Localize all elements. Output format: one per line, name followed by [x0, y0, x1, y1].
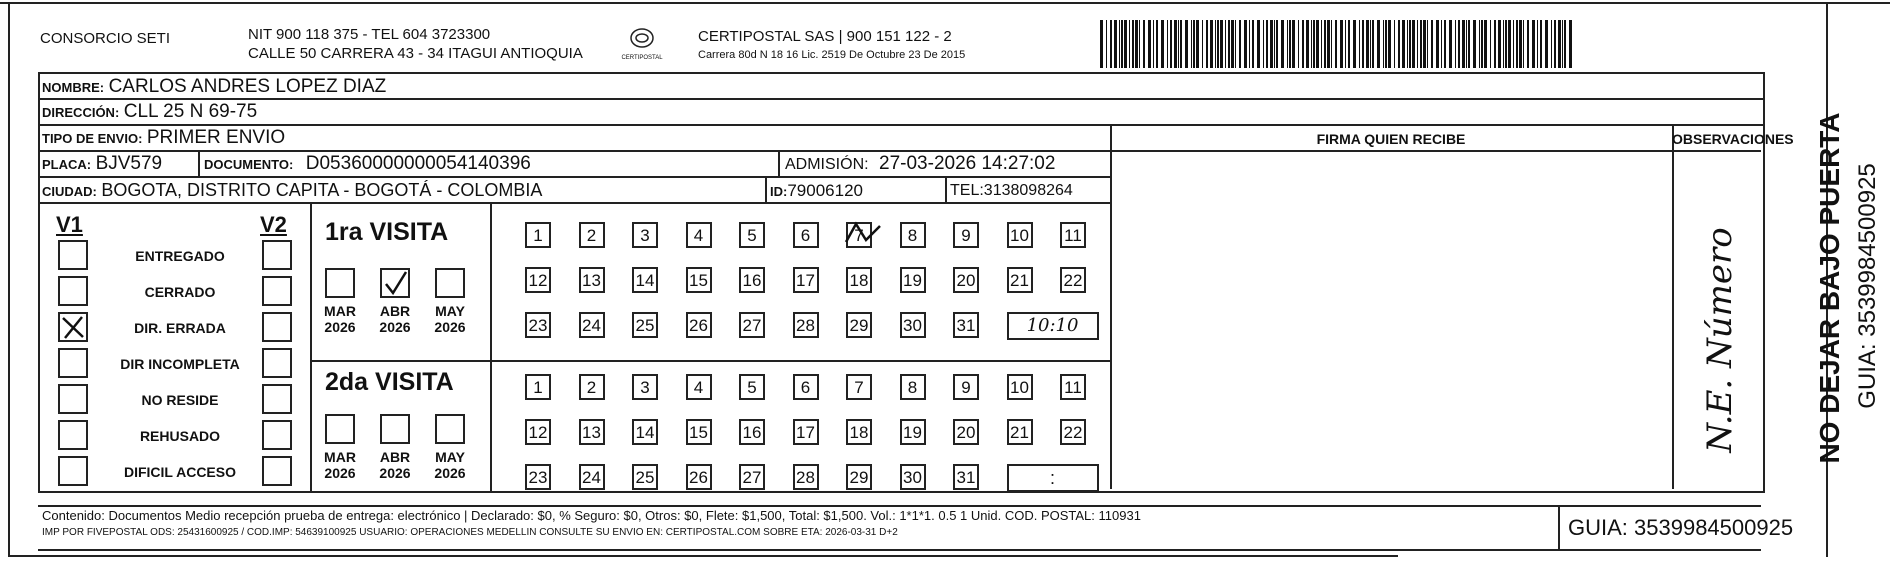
second-visit-day[interactable]: 5 [739, 374, 765, 400]
barcode-bar [1420, 20, 1422, 68]
ciudad-label: CIUDAD: [42, 184, 97, 199]
barcode-bar [1335, 20, 1337, 68]
row-divider-4 [38, 176, 1110, 178]
barcode-bar [1348, 20, 1350, 68]
license-line: Carrera 80d N 18 16 Lic. 2519 De Octubre 23 De 2015 [698, 49, 966, 61]
barcode-bar [1114, 20, 1117, 68]
first-visit-day[interactable]: 23 [525, 312, 551, 338]
second-visit-time[interactable]: : [1007, 464, 1099, 492]
columns-header-divider [1110, 150, 1761, 152]
first-visit-day[interactable]: 29 [846, 312, 872, 338]
barcode-bar [1124, 20, 1127, 68]
certipostal-logo-icon [627, 26, 657, 50]
status-label: DIFICIL ACCESO [123, 464, 236, 480]
barcode-bar [1409, 20, 1411, 68]
month-year: 2026 [379, 319, 411, 335]
barcode-bar [1266, 20, 1268, 68]
tipo-row [42, 127, 285, 149]
barcode-bar [1449, 20, 1452, 68]
barcode-bar [1359, 20, 1360, 68]
barcode-bar [1462, 20, 1465, 68]
tel-divider [945, 176, 947, 202]
footer-contenido: Contenido: Documentos Medio recepción prueba de entrega: electrónico | Declarado: $0, % Seguro: $0, Otros: $0, Flete: $1,500, Total: $1,500. Vol.: 1*1*1. 0.5 1 Unid. COD. POSTAL: 110931 [42, 508, 1141, 523]
barcode-bar [1554, 20, 1556, 68]
v1-checkbox[interactable] [58, 384, 88, 414]
visit-divider [310, 360, 1110, 362]
v1-checkbox[interactable] [58, 420, 88, 450]
second-visit-day[interactable]: 29 [846, 464, 872, 490]
barcode-bar [1327, 20, 1330, 68]
barcode-bar [1388, 20, 1391, 68]
barcode-bar [1427, 20, 1428, 68]
admision-row [785, 153, 1055, 175]
barcode-bar [1551, 20, 1552, 68]
month-year: 2026 [324, 319, 356, 335]
barcode-bar [1225, 20, 1226, 68]
barcode-bar [1523, 20, 1524, 68]
month-name: ABR [379, 449, 411, 465]
first-visit-day[interactable]: 5 [739, 222, 765, 248]
barcode-bar [1281, 20, 1284, 68]
observaciones-header: OBSERVACIONES [1672, 131, 1794, 147]
barcode-bar [1321, 20, 1322, 68]
barcode-bar [1519, 20, 1522, 68]
months-right-divider [490, 202, 492, 493]
row-divider-5 [38, 202, 1110, 204]
barcode-bar [1398, 20, 1400, 68]
barcode-bar [1263, 20, 1264, 68]
first-visit-title: 1ra VISITA [325, 218, 449, 246]
first-visit-day[interactable]: 20 [953, 267, 979, 293]
first-visit-day[interactable]: 28 [793, 312, 819, 338]
v2-checkbox[interactable] [262, 240, 292, 270]
barcode-bar [1167, 20, 1168, 68]
second-visit-day[interactable]: 10 [1007, 374, 1033, 400]
barcode-bar [1412, 20, 1415, 68]
barcode-bar [1311, 20, 1312, 68]
barcode-bar [1132, 20, 1134, 68]
documento-label: DOCUMENTO: [204, 157, 294, 172]
barcode-bar [1193, 20, 1195, 68]
placa-label: PLACA: [42, 157, 92, 172]
barcode-bar [1148, 20, 1151, 68]
barcode-bar [1196, 20, 1199, 68]
barcode-bar [1331, 20, 1332, 68]
first-visit-day[interactable]: 13 [579, 267, 605, 293]
barcode-bar [1385, 20, 1387, 68]
first-visit-day[interactable]: 25 [632, 312, 658, 338]
first-visit-day[interactable]: 1 [525, 222, 551, 248]
first-visit-day[interactable]: 21 [1007, 267, 1033, 293]
second-visit-day[interactable]: 12 [525, 419, 551, 445]
second-visit-day[interactable]: 6 [793, 374, 819, 400]
barcode-bar [1558, 20, 1561, 68]
first-visit-day[interactable]: 7 [846, 222, 872, 248]
month-label [373, 303, 417, 335]
obs-left-divider [1672, 124, 1674, 489]
second-visit-day[interactable]: 30 [900, 464, 926, 490]
barcode-bar [1249, 20, 1250, 68]
barcode [1100, 20, 1580, 68]
left-border [8, 2, 10, 557]
barcode-bar [1170, 20, 1172, 68]
barcode-bar [1161, 20, 1164, 68]
v2-checkbox[interactable] [262, 420, 292, 450]
v2-checkbox[interactable] [262, 276, 292, 306]
barcode-bar [1394, 20, 1395, 68]
second-visit-day[interactable]: 27 [739, 464, 765, 490]
documento-value: D05360000000054140396 [305, 153, 531, 174]
second-visit-day[interactable]: 3 [632, 374, 658, 400]
first-visit-day[interactable]: 3 [632, 222, 658, 248]
barcode-bar [1431, 20, 1433, 68]
bottom-border [8, 555, 1398, 557]
barcode-bar [1156, 20, 1158, 68]
placa-row [42, 153, 162, 175]
barcode-bar [1564, 20, 1566, 68]
barcode-bar [1508, 20, 1511, 68]
row-divider-2 [38, 124, 1763, 126]
barcode-bar [1202, 20, 1203, 68]
barcode-bar [1366, 20, 1369, 68]
barcode-bar [1178, 20, 1179, 68]
barcode-bar [1228, 20, 1230, 68]
month-label [428, 303, 472, 335]
nit-line: NIT 900 118 375 - TEL 604 3723300 [248, 26, 491, 43]
status-label: DIR INCOMPLETA [120, 356, 240, 372]
company-name: CONSORCIO SETI [40, 30, 171, 47]
status-label: DIR. ERRADA [134, 320, 226, 336]
direccion-value: CLL 25 N 69-75 [123, 101, 258, 122]
barcode-bar [1185, 20, 1188, 68]
barcode-bar [1210, 20, 1213, 68]
barcode-bar [1292, 20, 1295, 68]
barcode-bar [1298, 20, 1299, 68]
barcode-bar [1423, 20, 1426, 68]
second-visit-day[interactable]: 9 [953, 374, 979, 400]
footer-bottom [38, 549, 1761, 551]
x-mark-icon [60, 314, 86, 340]
barcode-bar [1302, 20, 1304, 68]
v1-label: V1 [56, 212, 83, 237]
second-visit-day[interactable]: 1 [525, 374, 551, 400]
month-year: 2026 [379, 465, 411, 481]
month-checkbox[interactable] [435, 268, 465, 298]
first-visit-day[interactable]: 19 [900, 267, 926, 293]
logo-text: CERTIPOSTAL [621, 55, 663, 61]
second-visit-day[interactable]: 25 [632, 464, 658, 490]
month-label [373, 449, 417, 481]
second-visit-day[interactable]: 23 [525, 464, 551, 490]
observacion-handwriting-text: N.E. Número [1700, 227, 1740, 453]
second-visit-day[interactable]: 7 [846, 374, 872, 400]
month-name: ABR [379, 303, 411, 319]
barcode-bar [1527, 20, 1529, 68]
v2-checkbox[interactable] [262, 456, 292, 486]
direccion-label: DIRECCIÓN: [42, 105, 120, 120]
barcode-bar [1287, 20, 1288, 68]
barcode-bar [1345, 20, 1346, 68]
second-visit-day[interactable]: 26 [686, 464, 712, 490]
barcode-bar [1503, 20, 1504, 68]
barcode-bar [1135, 20, 1138, 68]
barcode-bar [1129, 20, 1130, 68]
month-checkbox[interactable] [325, 268, 355, 298]
barcode-bar [1402, 20, 1405, 68]
month-label [428, 449, 472, 481]
first-visit-day[interactable]: 11 [1060, 222, 1086, 248]
footer-guia-divider [1558, 505, 1560, 550]
month-name: MAR [324, 303, 356, 319]
barcode-bar [1468, 20, 1470, 68]
barcode-bar [1306, 20, 1309, 68]
second-visit-day[interactable]: 19 [900, 419, 926, 445]
firma-left-divider [1110, 124, 1112, 489]
month-name: MAR [324, 449, 356, 465]
month-name: MAY [435, 303, 465, 319]
status-label: NO RESIDE [141, 392, 219, 408]
barcode-bar [1180, 20, 1182, 68]
footer-imp: IMP POR FIVEPOSTAL ODS: 25431600925 / COD.IMP: 54639100925 USUARIO: OPERACIONES MEDELLIN CONSULTE SU ENVIO EN: CERTIPOSTAL.COM SOBRE ETA: 2026-03-31 D+2 [42, 527, 898, 538]
carrier-line: CERTIPOSTAL SAS | 900 151 122 - 2 [698, 28, 952, 45]
second-visit-day[interactable]: 18 [846, 419, 872, 445]
barcode-bar [1466, 20, 1467, 68]
v2-checkbox[interactable] [262, 348, 292, 378]
barcode-bar [1110, 20, 1112, 68]
barcode-bar [1362, 20, 1364, 68]
barcode-bar [1100, 20, 1103, 68]
id-value: 79006120 [787, 181, 863, 200]
second-visit-day[interactable]: 4 [686, 374, 712, 400]
first-visit-time[interactable]: 10:10 [1007, 312, 1099, 340]
second-visit-day[interactable]: 2 [579, 374, 605, 400]
ciudad-row [42, 180, 542, 201]
no-dejar-bajo-puerta: NO DEJAR BAJO PUERTA [1814, 112, 1845, 464]
barcode-bar [1143, 20, 1145, 68]
barcode-bar [1490, 20, 1491, 68]
month-year: 2026 [324, 465, 356, 481]
admision-value: 27-03-2026 14:27:02 [879, 153, 1056, 174]
direccion-row [42, 101, 257, 123]
barcode-bar [1505, 20, 1507, 68]
address-line: CALLE 50 CARRERA 43 - 34 ITAGUI ANTIOQUIA [248, 45, 583, 62]
barcode-bar [1481, 20, 1483, 68]
tel-value: 3138098264 [983, 182, 1073, 199]
month-year: 2026 [434, 319, 466, 335]
v1-checkbox[interactable] [58, 456, 88, 486]
month-label [318, 449, 362, 481]
first-visit-day[interactable]: 16 [739, 267, 765, 293]
check-mark-icon [382, 270, 408, 296]
first-visit-day[interactable]: 6 [793, 222, 819, 248]
barcode-bar [1513, 20, 1514, 68]
barcode-bar [1270, 20, 1273, 68]
barcode-bar [1316, 20, 1319, 68]
barcode-bar [1494, 20, 1496, 68]
barcode-bar [1444, 20, 1446, 68]
barcode-bar [1274, 20, 1275, 68]
second-visit-day[interactable]: 16 [739, 419, 765, 445]
barcode-bar [1545, 20, 1548, 68]
barcode-bar [1340, 20, 1343, 68]
scribble-mark-icon [844, 220, 884, 250]
nombre-label: NOMBRE: [42, 80, 105, 95]
status-label: REHUSADO [139, 428, 221, 444]
firma-header: FIRMA QUIEN RECIBE [1316, 131, 1466, 147]
tel-label: TEL: [950, 182, 984, 199]
first-visit-day[interactable]: 22 [1060, 267, 1086, 293]
second-visit-day[interactable]: 22 [1060, 419, 1086, 445]
first-visit-day[interactable]: 4 [686, 222, 712, 248]
barcode-bar [1289, 20, 1291, 68]
tipo-label: TIPO DE ENVIO: [42, 131, 143, 146]
barcode-bar [1537, 20, 1538, 68]
barcode-bar [1353, 20, 1356, 68]
observacion-handwriting [1690, 210, 1750, 470]
barcode-bar [1217, 20, 1219, 68]
barcode-bar [1458, 20, 1460, 68]
barcode-bar [1257, 20, 1260, 68]
barcode-bar [1417, 20, 1418, 68]
month-label [318, 303, 362, 335]
first-visit-day[interactable]: 26 [686, 312, 712, 338]
barcode-bar [1231, 20, 1234, 68]
second-visit-day[interactable]: 21 [1007, 419, 1033, 445]
month-checkbox[interactable] [380, 414, 410, 444]
barcode-bar [1383, 20, 1384, 68]
second-visit-day[interactable]: 13 [579, 419, 605, 445]
barcode-bar [1455, 20, 1456, 68]
first-visit-day[interactable]: 31 [953, 312, 979, 338]
barcode-bar [1516, 20, 1518, 68]
month-name: MAY [435, 449, 465, 465]
second-visit-day[interactable]: 8 [900, 374, 926, 400]
v1-checkbox[interactable] [58, 348, 88, 378]
v2-checkbox[interactable] [262, 384, 292, 414]
barcode-bar [1106, 20, 1107, 68]
first-visit-day[interactable]: 27 [739, 312, 765, 338]
barcode-bar [1370, 20, 1371, 68]
barcode-bar [1215, 20, 1216, 68]
first-visit-day[interactable]: 2 [579, 222, 605, 248]
side-guia: GUIA: 3539984500925 [1854, 163, 1881, 409]
barcode-bar [1377, 20, 1380, 68]
barcode-bar [1569, 20, 1572, 68]
v1-checkbox[interactable] [58, 312, 88, 342]
v1-checkbox[interactable] [58, 276, 88, 306]
first-visit-day[interactable]: 8 [900, 222, 926, 248]
nombre-row [42, 76, 386, 98]
first-visit-day[interactable]: 10 [1007, 222, 1033, 248]
second-visit-day[interactable]: 14 [632, 419, 658, 445]
second-visit-day[interactable]: 31 [953, 464, 979, 490]
v1-checkbox[interactable] [58, 240, 88, 270]
first-visit-day[interactable]: 30 [900, 312, 926, 338]
month-year: 2026 [434, 465, 466, 481]
tel-row [950, 182, 1073, 200]
second-visit-day[interactable]: 15 [686, 419, 712, 445]
barcode-bar [1119, 20, 1120, 68]
barcode-bar [1479, 20, 1480, 68]
barcode-bar [1239, 20, 1241, 68]
month-checkbox[interactable] [435, 414, 465, 444]
id-label: ID: [770, 184, 788, 199]
first-visit-day[interactable]: 9 [953, 222, 979, 248]
admision-label: ADMISIÓN: [785, 156, 869, 173]
barcode-bar [1121, 20, 1123, 68]
first-visit-day[interactable]: 12 [525, 267, 551, 293]
certipostal-logo [612, 26, 672, 66]
barcode-bar [1540, 20, 1542, 68]
first-visit-day[interactable]: 14 [632, 267, 658, 293]
status-right-divider [310, 202, 312, 493]
tipo-value: PRIMER ENVIO [146, 127, 286, 148]
id-row [770, 181, 863, 201]
barcode-bar [1324, 20, 1326, 68]
documento-row [204, 153, 531, 175]
second-visit-day[interactable]: 11 [1060, 374, 1086, 400]
v2-checkbox[interactable] [262, 312, 292, 342]
barcode-bar [1532, 20, 1535, 68]
placa-divider [198, 150, 200, 176]
barcode-bar [1313, 20, 1315, 68]
ciudad-value: BOGOTA, DISTRITO CAPITA - BOGOTÁ - COLOMBIA [101, 180, 543, 200]
footer-guia: GUIA: 3539984500925 [1568, 515, 1794, 540]
barcode-bar [1235, 20, 1236, 68]
admision-divider [778, 150, 780, 176]
barcode-bar [1276, 20, 1278, 68]
id-divider [765, 176, 767, 202]
barcode-bar [1372, 20, 1374, 68]
first-visit-day[interactable]: 17 [793, 267, 819, 293]
second-visit-day[interactable]: 24 [579, 464, 605, 490]
row-divider-1 [38, 98, 1763, 100]
barcode-bar [1562, 20, 1563, 68]
first-visit-day[interactable]: 15 [686, 267, 712, 293]
barcode-bar [1220, 20, 1223, 68]
status-label: CERRADO [144, 284, 216, 300]
second-visit-day[interactable]: 20 [953, 419, 979, 445]
second-visit-day[interactable]: 28 [793, 464, 819, 490]
footer-divider [38, 505, 1761, 507]
nombre-value: CARLOS ANDRES LOPEZ DIAZ [108, 76, 387, 97]
placa-value: BJV579 [95, 153, 163, 174]
month-checkbox[interactable] [380, 268, 410, 298]
month-checkbox[interactable] [325, 414, 355, 444]
barcode-bar [1244, 20, 1247, 68]
status-label: ENTREGADO [135, 248, 225, 264]
barcode-bar [1191, 20, 1192, 68]
first-visit-day[interactable]: 24 [579, 312, 605, 338]
barcode-bar [1484, 20, 1487, 68]
barcode-bar [1436, 20, 1439, 68]
v2-label: V2 [260, 212, 287, 237]
barcode-bar [1498, 20, 1501, 68]
barcode-bar [1441, 20, 1442, 68]
top-border [0, 2, 1890, 4]
second-visit-day[interactable]: 17 [793, 419, 819, 445]
barcode-bar [1139, 20, 1140, 68]
barcode-bar [1174, 20, 1177, 68]
barcode-bar [1252, 20, 1254, 68]
barcode-bar [1206, 20, 1208, 68]
first-visit-day[interactable]: 18 [846, 267, 872, 293]
barcode-bar [1153, 20, 1154, 68]
barcode-bar [1473, 20, 1476, 68]
second-visit-title: 2da VISITA [325, 368, 454, 396]
barcode-bar [1407, 20, 1408, 68]
